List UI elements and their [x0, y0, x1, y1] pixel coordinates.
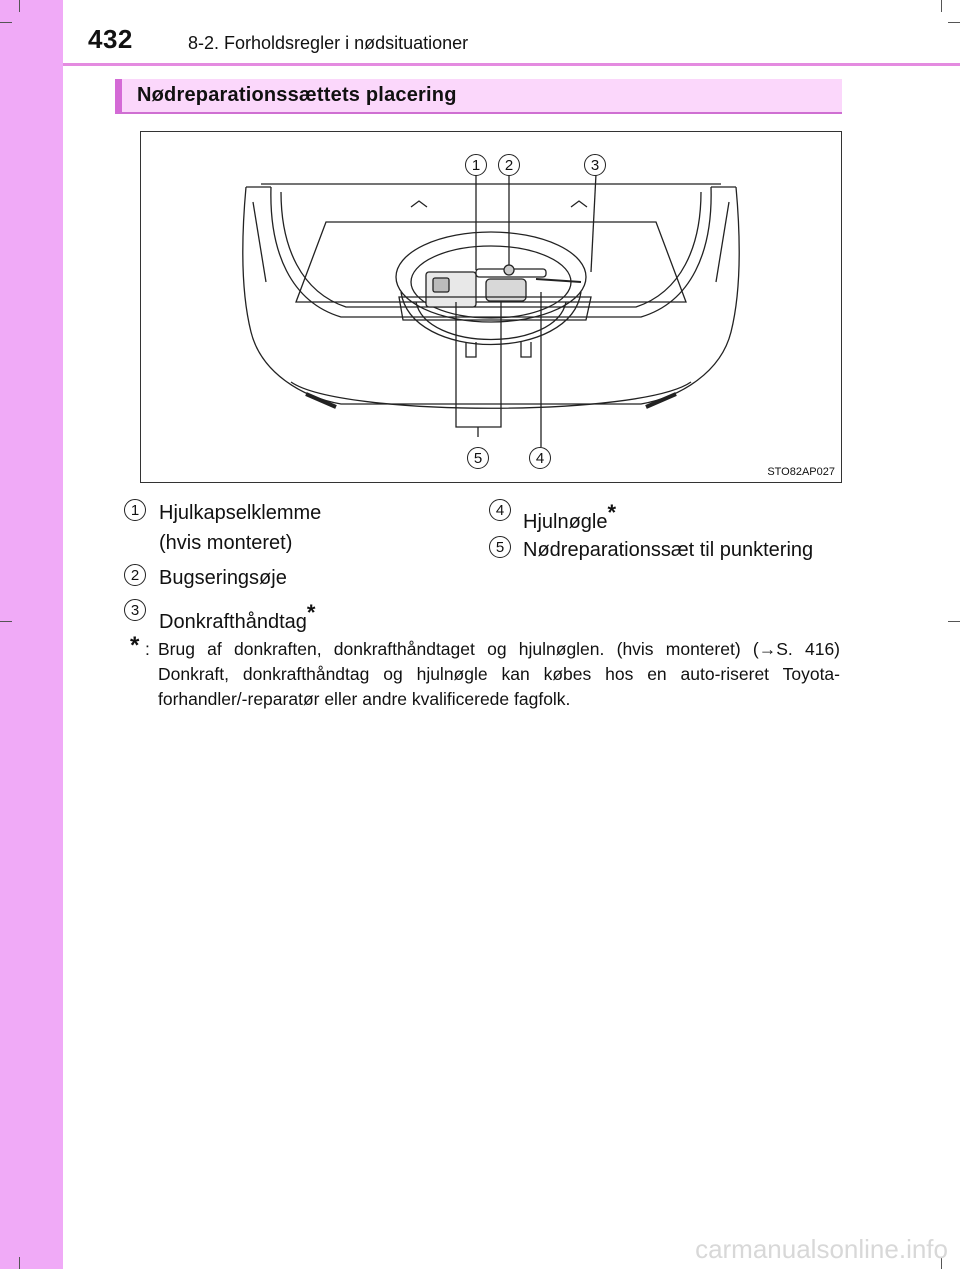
crop-mark — [0, 22, 12, 23]
callout-label-sub: (hvis monteret) — [159, 532, 293, 554]
leader-line-3 — [591, 174, 596, 272]
section-heading — [115, 79, 842, 114]
callout-item-4 — [523, 501, 616, 534]
figure-marker-4: 4 — [529, 447, 551, 469]
callout-number-1: 1 — [124, 499, 146, 521]
crop-mark — [19, 0, 20, 12]
callout-item-3 — [159, 601, 315, 634]
footnote-colon: : — [145, 639, 150, 659]
callout-number-2: 2 — [124, 564, 146, 586]
asterisk-icon: * — [306, 600, 316, 625]
header-rule — [63, 63, 960, 66]
footnote-text: Brug af donkraften, donkrafthåndtaget og hjulnøglen. (hvis monteret) (→S. 416) Donkraft, donkrafthåndtag og hjulnøgle kan købes hos en auto-riseret Toyota-forhandler/-reparatør eller andre kvalificerede fagfolk. — [158, 639, 840, 709]
figure-marker-3: 3 — [584, 154, 606, 176]
asterisk-icon: * — [130, 632, 140, 659]
callout-label: Hjulkapselklemme — [159, 502, 322, 524]
callout-label: Bugseringsøje — [159, 567, 287, 589]
side-tab-bar — [0, 0, 63, 1269]
figure-code: STO82AP027 — [767, 466, 835, 478]
callout-number-3: 3 — [124, 599, 146, 621]
figure-marker-2: 2 — [498, 154, 520, 176]
callout-label: Nødreparationssæt til punktering — [523, 539, 814, 561]
crop-mark — [948, 621, 960, 622]
watermark: carmanualsonline.info — [695, 1234, 948, 1264]
trunk-illustration — [140, 131, 842, 483]
section-title: Nødreparationssættets placering — [137, 84, 457, 106]
figure-marker-5: 5 — [467, 447, 489, 469]
callout-label: Donkrafthåndtag — [159, 611, 307, 633]
callout-item-1 — [159, 501, 321, 555]
callout-number-5: 5 — [489, 536, 511, 558]
callout-number-4: 4 — [489, 499, 511, 521]
callout-item-2 — [159, 566, 287, 590]
crop-mark — [948, 22, 960, 23]
callout-label: Hjulnøgle — [523, 511, 608, 533]
page-number: 432 — [88, 24, 133, 54]
figure-marker-1: 1 — [465, 154, 487, 176]
crop-mark — [941, 0, 942, 12]
callout-item-5 — [523, 538, 813, 562]
asterisk-icon: * — [607, 500, 617, 525]
chapter-title: 8-2. Forholdsregler i nødsituationer — [188, 33, 469, 53]
crop-mark — [0, 621, 12, 622]
crop-mark — [19, 1257, 20, 1269]
